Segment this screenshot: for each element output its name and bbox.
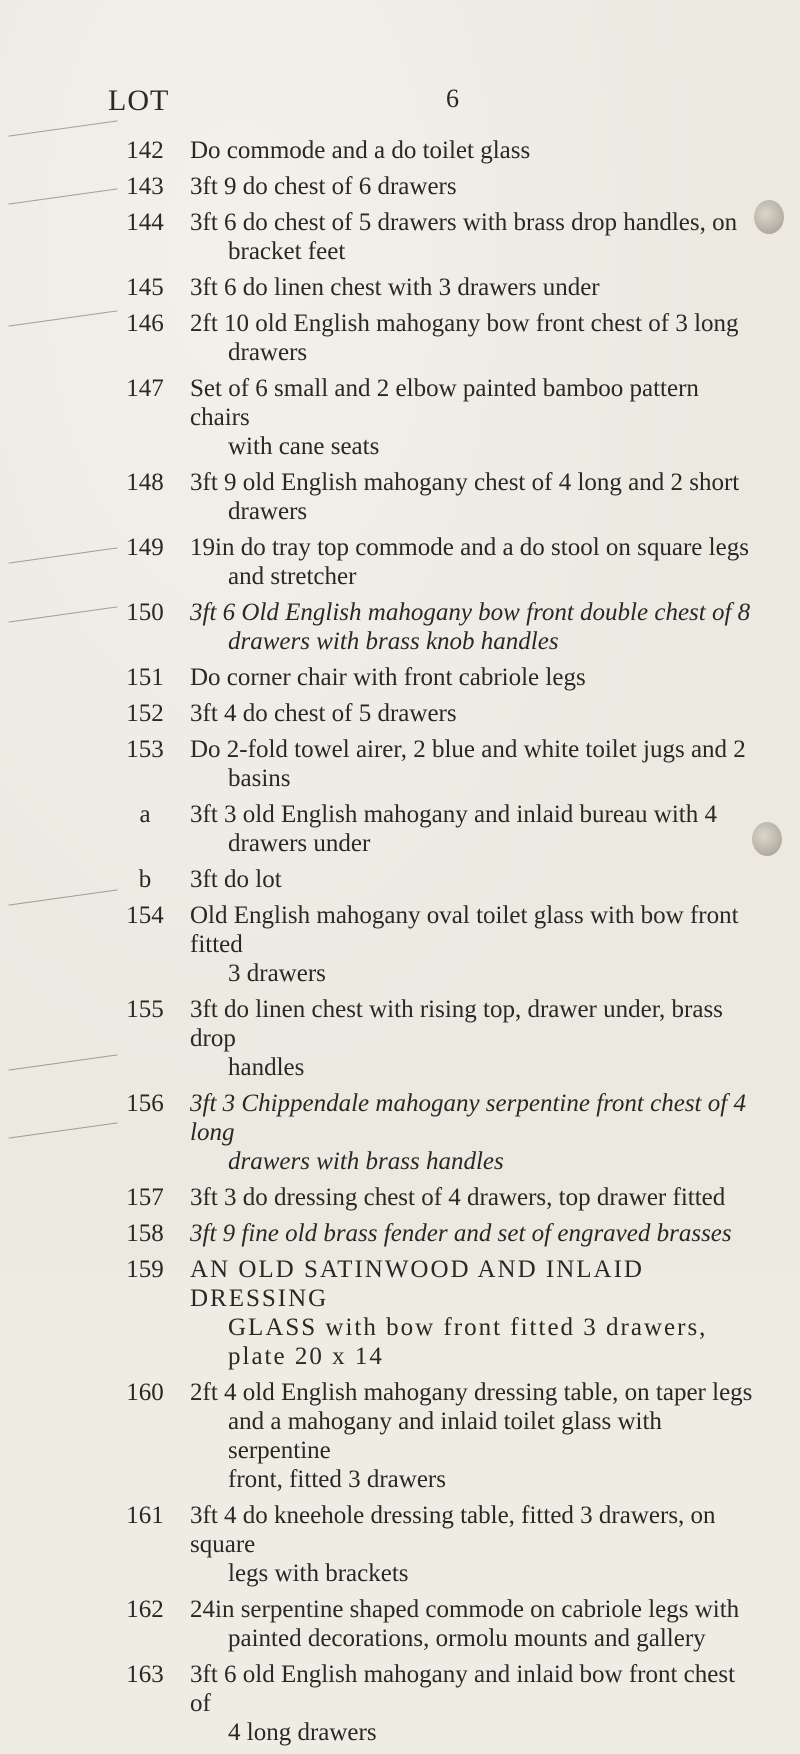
page-number: 6 [446,84,459,113]
lot-description-continuation: front, fitted 3 drawers [228,1466,446,1493]
lot-number-cell [0,208,176,237]
lot-description-line: 3ft 6 Old English mahogany bow front double chest of 8 [190,599,751,626]
lot-description [176,533,800,591]
lot-description-continuation: legs with brackets [228,1560,409,1587]
lot-description [176,374,800,461]
lot-description [176,995,800,1082]
lot-number-cell [0,800,176,829]
lot-entry [0,1183,800,1212]
lot-entry [0,273,800,302]
lot-number: a [139,801,151,828]
lot-description [176,468,800,526]
lot-number: 144 [126,209,164,236]
lot-entry [0,865,800,894]
lot-description-continuation: bracket feet [228,238,346,265]
lot-description-continuation: drawers [228,339,308,366]
lot-entry [0,1089,800,1176]
lot-description [176,208,800,266]
lot-entry [0,735,800,793]
lot-number-cell [0,172,176,201]
lot-entry [0,1255,800,1371]
lot-description [176,800,800,858]
margin-pencil-mark [8,120,117,136]
lot-list [0,136,800,1754]
lot-description-line: 3ft 4 do kneehole dressing table, fitted 3 drawers, on square [190,1502,716,1558]
lot-number-cell [0,1219,176,1248]
lot-description [176,663,800,692]
lot-description [176,1219,800,1248]
lot-number-cell [0,1089,176,1118]
lot-number-cell [0,374,176,403]
lot-number: 151 [126,664,164,691]
lot-number: 162 [126,1596,164,1623]
lot-number: 154 [126,902,164,929]
lot-description-continuation: GLASS with bow front fitted 3 drawers, plate 20 x 14 [228,1314,708,1370]
lot-entry [0,136,800,165]
lot-number: 145 [126,274,164,301]
lot-number-cell [0,1595,176,1624]
lot-entry [0,598,800,656]
lot-entry [0,468,800,526]
lot-entry [0,1660,800,1747]
lot-description [176,735,800,793]
lot-description-continuation: drawers with brass handles [228,1148,504,1175]
lot-number-cell [0,995,176,1024]
lot-description [176,1255,800,1371]
lot-entry [0,309,800,367]
lot-description-line: 3ft 3 Chippendale mahogany serpentine front chest of 4 long [190,1090,746,1146]
lot-entry [0,533,800,591]
lot-description [176,172,800,201]
lot-description [176,1183,800,1212]
lot-description-line: 3ft 6 do linen chest with 3 drawers under [190,274,600,301]
lot-description-line: 3ft 6 do chest of 5 drawers with brass drop handles, on [190,209,738,236]
lot-description [176,865,800,894]
lot-entry [0,172,800,201]
lot-number: 143 [126,173,164,200]
lot-number: 142 [126,137,164,164]
lot-description-line: Do commode and a do toilet glass [190,137,531,164]
lot-number-cell [0,1378,176,1407]
lot-description-line: 3ft 9 fine old brass fender and set of engraved brasses [190,1220,732,1247]
lot-number-cell [0,1501,176,1530]
lot-description-line: 3ft 3 old English mahogany and inlaid bureau with 4 [190,801,717,828]
lot-number: 155 [126,996,164,1023]
lot-entry [0,699,800,728]
lot-description [176,1501,800,1588]
lot-description-line: 3ft 4 do chest of 5 drawers [190,700,457,727]
lot-description-line: 19in do tray top commode and a do stool on square legs [190,534,749,561]
lot-entry [0,995,800,1082]
lot-entry [0,1501,800,1588]
lot-description [176,1595,800,1653]
lot-number-cell [0,663,176,692]
lot-number: 150 [126,599,164,626]
lot-number: 157 [126,1184,164,1211]
lot-description-continuation: 4 long drawers [228,1719,377,1746]
lot-description-line: Set of 6 small and 2 elbow painted bamboo pattern chairs [190,375,699,431]
lot-entry [0,1219,800,1248]
lot-number-cell [0,598,176,627]
lot-number: 153 [126,736,164,763]
lot-number: 160 [126,1379,164,1406]
lot-entry [0,374,800,461]
lot-number-cell [0,901,176,930]
lot-description-line: 2ft 10 old English mahogany bow front chest of 3 long [190,310,739,337]
lot-number: 146 [126,310,164,337]
lot-number: 156 [126,1090,164,1117]
lot-description [176,901,800,988]
lot-description-continuation: handles [228,1054,305,1081]
lot-number: 147 [126,375,164,402]
lot-description-line: 3ft 9 old English mahogany chest of 4 long and 2 short [190,469,740,496]
lot-number: 159 [126,1256,164,1283]
lot-description-continuation: drawers under [228,830,371,857]
lot-description-continuation: and a mahogany and inlaid toilet glass with serpentine [228,1408,662,1464]
lot-description [176,273,800,302]
lot-number-cell [0,1183,176,1212]
lot-entry [0,1595,800,1653]
lot-description [176,598,800,656]
lot-number-cell [0,273,176,302]
lot-description-continuation: 3 drawers [228,960,326,987]
lot-entry [0,901,800,988]
lot-description-line: Do corner chair with front cabriole legs [190,664,586,691]
lot-number-cell [0,735,176,764]
lot-description-line: 2ft 4 old English mahogany dressing table, on taper legs [190,1379,753,1406]
lot-description-line: Do 2-fold towel airer, 2 blue and white toilet jugs and 2 [190,736,746,763]
lot-entry [0,663,800,692]
lot-number: 158 [126,1220,164,1247]
lot-number: 161 [126,1502,164,1529]
lot-description [176,1378,800,1494]
lot-description-continuation: with cane seats [228,433,380,460]
lot-number-cell [0,1255,176,1284]
lot-entry [0,800,800,858]
lot-number: 149 [126,534,164,561]
lot-description-continuation: and stretcher [228,563,357,590]
lot-entry [0,1378,800,1494]
lot-description [176,1660,800,1747]
lot-description-line: 3ft do linen chest with rising top, drawer under, brass drop [190,996,723,1052]
lot-number-cell [0,533,176,562]
lot-description-line: 24in serpentine shaped commode on cabriole legs with [190,1596,740,1623]
lot-description-line: 3ft do lot [190,866,282,893]
lot-number: 152 [126,700,164,727]
lot-number-cell [0,309,176,338]
lot-number: 148 [126,469,164,496]
lot-description [176,309,800,367]
lot-entry [0,208,800,266]
lot-description-line: Old English mahogany oval toilet glass with bow front fitted [190,902,739,958]
lot-number-cell [0,1660,176,1689]
lot-description [176,136,800,165]
lot-description-line: 3ft 6 old English mahogany and inlaid bow front chest of [190,1661,736,1717]
lot-number: 163 [126,1661,164,1688]
lot-number: b [138,866,152,893]
lot-number-cell [0,865,176,894]
lot-description [176,1089,800,1176]
lot-description-continuation: basins [228,765,291,792]
lot-description-line: 3ft 9 do chest of 6 drawers [190,173,457,200]
lot-number-cell [0,468,176,497]
lot-description-continuation: painted decorations, ormolu mounts and gallery [228,1625,706,1652]
lot-description-continuation: drawers [228,498,308,525]
lot-description-line: AN OLD SATINWOOD AND INLAID DRESSING [190,1256,644,1312]
lot-description-line: 3ft 3 do dressing chest of 4 drawers, top drawer fitted [190,1184,726,1211]
lot-column-header: LOT [108,84,170,117]
lot-description [176,699,800,728]
lot-number-cell [0,136,176,165]
lot-description-continuation: drawers with brass knob handles [228,628,559,655]
lot-number-cell [0,699,176,728]
